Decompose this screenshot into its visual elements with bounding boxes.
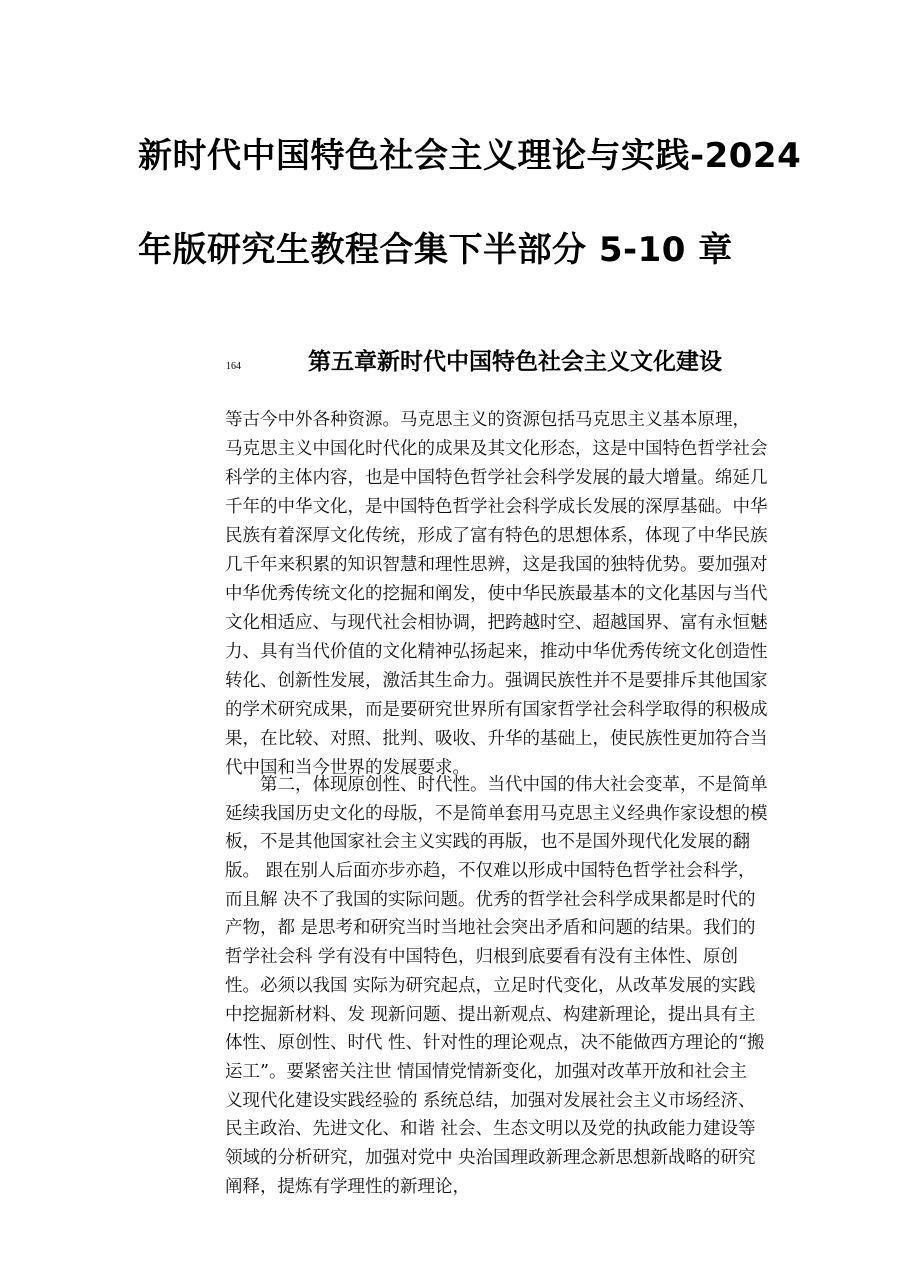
paragraph-2-line: 义现代化建设实践经验的 系统总结，加强对发展社会主义市场经济、 — [225, 1090, 756, 1111]
page-number: 164 — [226, 361, 241, 372]
paragraph-1-line: 中华优秀传统文化的挖掘和阐发，使中华民族最基本的文化基因与当代 — [225, 584, 768, 604]
paragraph-2-line: 哲学社会科 学有没有中国特色，归根到底要看有没有主体性、原创 — [225, 947, 739, 968]
paragraph-1-line: 千年的中华文化，是中国特色哲学社会科学成长发展的深厚基础。中华 — [225, 497, 768, 517]
paragraph-2-line: 板，不是其他国家社会主义实践的再版，也不是国外现代化发展的翻 — [225, 832, 750, 853]
paragraph-2-line: 性。必须以我国 实际为研究起点，立足时代变化，从改革发展的实践 — [225, 975, 756, 996]
paragraph-1-line: 文化相适应、与现代社会相协调，把跨越时空、超越国界、富有永恒魅 — [225, 613, 768, 633]
paragraph-2-line: 中挖掘新材料、发 现新问题、提出新观点、构建新理论，提出具有主 — [225, 1004, 756, 1025]
paragraph-1-line: 的学术研究成果，而是要研究世界所有国家哲学社会科学取得的积极成 — [225, 700, 768, 720]
paragraph-1-line: 转化、创新性发展，激活其生命力。强调民族性并不是要排斥其他国家 — [225, 671, 768, 691]
paragraph-1-line: 力、具有当代价值的文化精神弘扬起来，推动中华优秀传统文化创造性 — [225, 642, 768, 662]
paragraph-2-line: 延续我国历史文化的母版，不是简单套用马克思主义经典作家设想的模 — [225, 803, 768, 824]
paragraph-2-line: 领域的分析研究，加强对党中 央治国理政新理念新思想新战略的研究 — [225, 1147, 756, 1168]
paragraph-2-line: 产物，都 是思考和研究当时当地社会突出矛盾和问题的结果。我们的 — [225, 918, 756, 939]
paragraph-1-line: 几千年来积累的知识智慧和理性思辨，这是我国的独特优势。要加强对 — [225, 555, 768, 575]
paragraph-1-line: 代中国和当今世界的发展要求。 — [225, 758, 470, 778]
paragraph-2-line: 民主政治、先进文化、和谐 社会、生态文明以及党的执政能力建设等 — [225, 1119, 756, 1140]
paragraph-1-line: 科学的主体内容，也是中国特色哲学社会科学发展的最大增量。绵延几 — [225, 468, 768, 488]
paragraph-1 — [225, 406, 785, 783]
chapter-title: 第五章新时代中国特色社会主义文化建设 — [308, 349, 722, 375]
paragraph-2-line: 阐释，提炼有学理性的新理论， — [225, 1176, 470, 1197]
paragraph-2-line: 而且解 决不了我国的实际问题。优秀的哲学社会科学成果都是时代的 — [225, 889, 756, 910]
paragraph-1-line: 民族有着深厚文化传统，形成了富有特色的思想体系，体现了中华民族 — [225, 526, 768, 546]
document-title-line-2: 年版研究生教程合集下半部分 5-10 章 — [138, 230, 733, 270]
paragraph-2 — [225, 771, 785, 1201]
paragraph-1-line: 马克思主义中国化时代化的成果及其文化形态，这是中国特色哲学社会 — [225, 439, 768, 459]
paragraph-2-line: 版。 跟在别人后面亦步亦趋，不仅难以形成中国特色哲学社会科学， — [225, 861, 756, 882]
document-title-line-1: 新时代中国特色社会主义理论与实践-2024 — [138, 136, 802, 176]
paragraph-1-line: 等古今中外各种资源。马克思主义的资源包括马克思主义基本原理， — [225, 410, 750, 430]
paragraph-2-line: 体性、原创性、时代 性、针对性的理论观点，决不能做西方理论的“搬 — [225, 1033, 765, 1054]
paragraph-1-line: 果，在比较、对照、批判、吸收、升华的基础上，使民族性更加符合当 — [225, 729, 768, 749]
paragraph-2-line: 第二，体现原创性、时代性。当代中国的伟大社会变革，不是简单 — [225, 775, 768, 795]
paragraph-2-line: 运工”。要紧密关注世 情国情党情新变化，加强对改革开放和社会主 — [225, 1061, 748, 1082]
